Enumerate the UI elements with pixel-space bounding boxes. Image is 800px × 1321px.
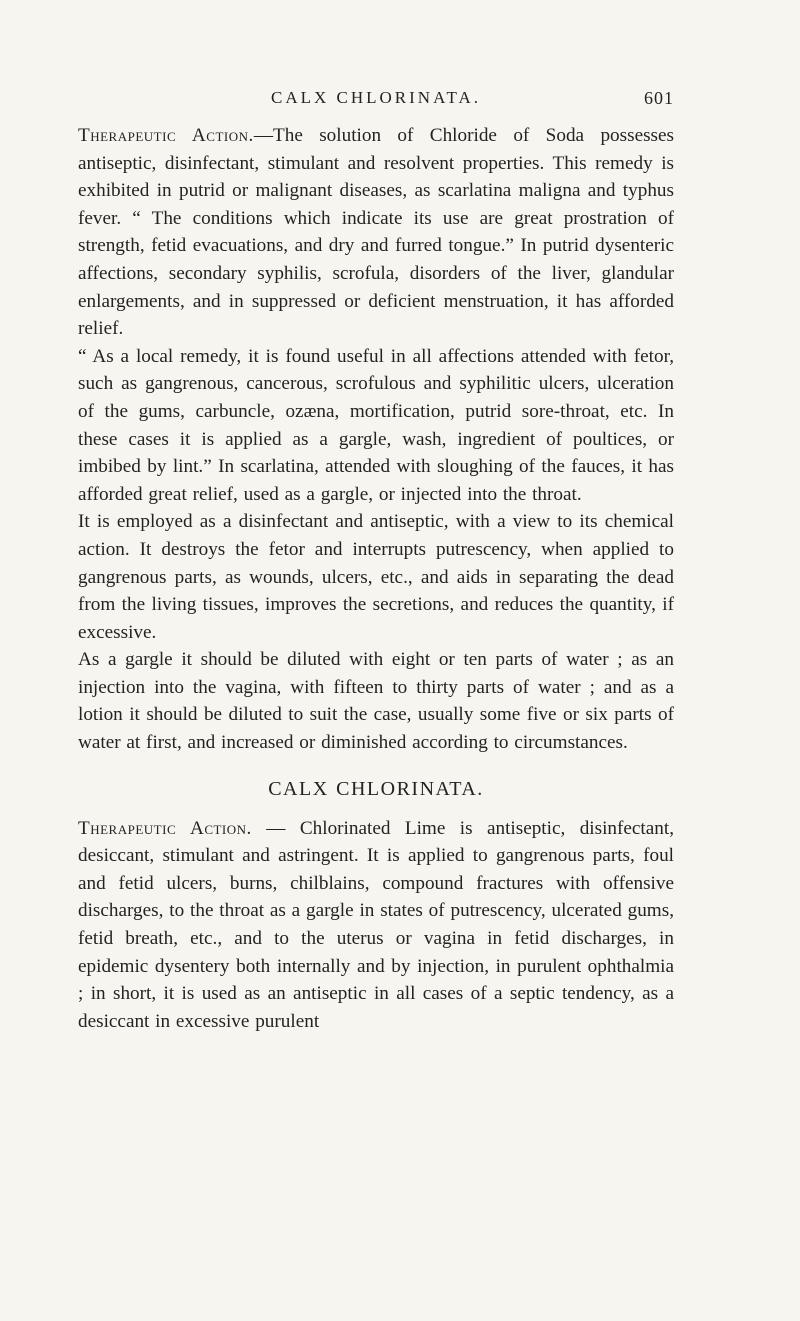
paragraph-text: — Chlorinated Lime is antiseptic, disinfectant, desiccant, stimulant and astringent. It is applied to gangrenous parts, foul and fetid ulcers, burns, chilblains, compound fractures with offensive discharges, to the throat as a gargle in states of putrescency, ulcerated gums, fetid breath, etc., and to the uterus or vagina in fetid discharges, in epidemic dysentery both internally and by injection, in purulent ophthalmia ; in short, it is used as an antiseptic in all cases of a septic tendency, as a desiccant in excessive purulent: [78, 817, 675, 1032]
running-head: [78, 88, 674, 110]
run-in-heading: Therapeutic Action.: [78, 125, 254, 146]
page-number: 601: [644, 88, 674, 108]
section-heading: CALX CHLORINATA.: [268, 777, 484, 800]
paragraph: As a gargle it should be diluted with eight or ten parts of water ; as an injection into the vagina, with fifteen to thirty parts of water ; and as a lotion it should be diluted to suit the case, usually some five or six parts of water at first, and increased or diminished according to circumstances.: [78, 649, 674, 754]
running-title: CALX CHLORINATA.: [270, 88, 482, 107]
paragraph: It is employed as a disinfectant and antiseptic, with a view to its chemical action. It destroys the fetor and interrupts putrescency, when applied to gangrenous parts, as wounds, ulcers, etc., and aids in separating the dead from the living tissues, improves the secretions, and reduces the quantity, if excessive.: [78, 511, 674, 643]
body-text: [78, 122, 674, 1035]
paragraph-text: —The solution of Chloride of Soda possesses antiseptic, disinfectant, stimulant and resolvent properties. This remedy is exhibited in putrid or malignant diseases, as scarlatina maligna and typhus fever. “ The conditions which indicate its use are great prostration of strength, fetid evacuations, and dry and furred tongue.” In putrid dysenteric affections, secondary syphilis, scrofula, disorders of the liver, glandular enlargements, and in suppressed or deficient menstruation, it has afforded relief.: [78, 125, 674, 340]
paragraph: [78, 122, 674, 343]
paragraph: “ As a local remedy, it is found useful in all affections attended with fetor, such as gangrenous, cancerous, scrofulous and syphilitic ulcers, ulceration of the gums, carbuncle, ozæna, mortification, putrid sore-throat, etc. In these cases it is applied as a gargle, wash, ingredient of poultices, or imbibed by lint.” In scarlatina, attended with sloughing of the fauces, it has afforded great relief, used as a gargle, or injected into the throat.: [78, 345, 674, 505]
paragraph: [78, 815, 674, 1036]
run-in-heading: Therapeutic Action.: [78, 817, 252, 839]
